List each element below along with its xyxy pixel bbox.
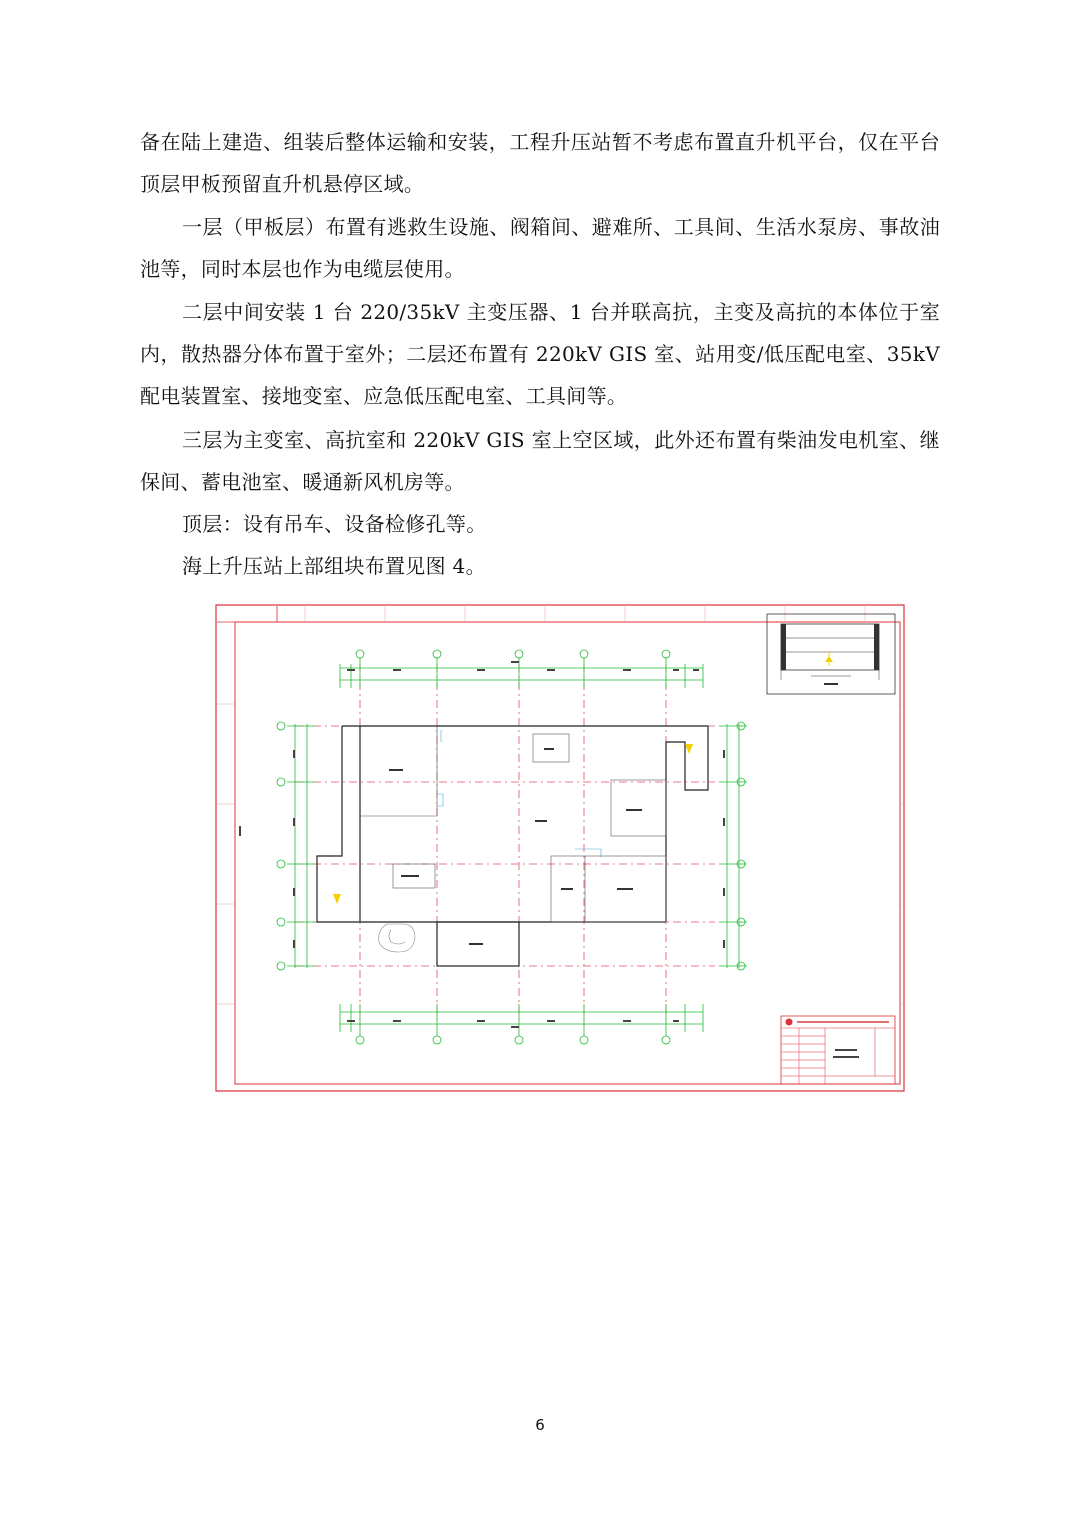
paragraph-4: 三层为主变室、高抗室和 220kV GIS 室上空区域，此外还布置有柴油发电机室、继保间、蓄电池室、暖通新风机房等。	[140, 428, 940, 494]
cad-floor-plan-drawing	[215, 604, 905, 1092]
paragraph-5: 顶层：设有吊车、设备检修孔等。	[182, 512, 487, 536]
paragraph-3: 二层中间安装 1 台 220/35kV 主变压器、1 台并联高抗，主变及高抗的本体位于室内，散热器分体布置于室外；二层还布置有 220kV GIS 室、站用变/低压配电室、35kV 配电装置室、接地变室、应急低压配电室、工具间等。	[140, 300, 940, 408]
paragraph-2: 一层（甲板层）布置有逃救生设施、阀箱间、避难所、工具间、生活水泵房、事故油池等，同时本层也作为电缆层使用。	[140, 215, 940, 281]
paragraph-6: 海上升压站上部组块布置见图 4。	[182, 554, 486, 578]
page-number: 6	[535, 1416, 545, 1434]
paragraph-1: 备在陆上建造、组装后整体运输和安装，工程升压站暂不考虑布置直升机平台，仅在平台顶层甲板预留直升机悬停区域。	[140, 130, 940, 196]
